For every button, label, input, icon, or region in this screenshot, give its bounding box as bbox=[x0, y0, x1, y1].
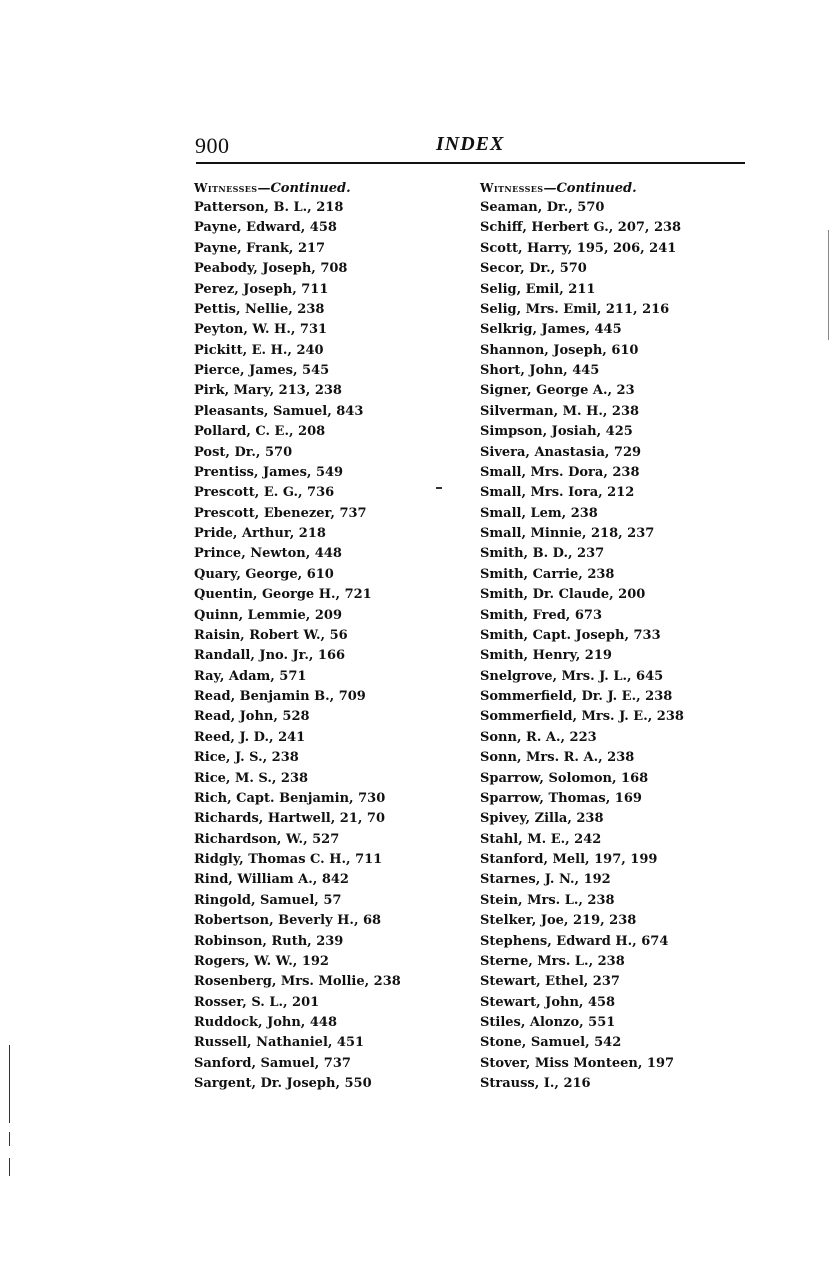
index-entry: Snelgrove, Mrs. J. L., 645 bbox=[480, 668, 664, 684]
index-entry: Russell, Nathaniel, 451 bbox=[194, 1035, 365, 1051]
index-entry: Randall, Jno. Jr., 166 bbox=[194, 648, 346, 664]
index-entry: Quinn, Lemmie, 209 bbox=[194, 607, 342, 623]
index-entry: Prince, Newton, 448 bbox=[194, 546, 342, 562]
index-entry: Pickitt, E. H., 240 bbox=[194, 342, 324, 358]
index-entry: Stewart, John, 458 bbox=[480, 994, 616, 1010]
index-entry: Smith, B. D., 237 bbox=[480, 546, 605, 562]
index-entry: Stewart, Ethel, 237 bbox=[480, 974, 620, 990]
index-entry: Scott, Harry, 195, 206, 241 bbox=[480, 240, 677, 256]
index-entry: Pollard, C. E., 208 bbox=[194, 424, 326, 440]
index-entry: Sanford, Samuel, 737 bbox=[194, 1055, 351, 1071]
index-entry: Sterne, Mrs. L., 238 bbox=[480, 953, 625, 969]
left-column-heading bbox=[194, 178, 494, 198]
scan-mark bbox=[9, 1132, 10, 1146]
index-entry: Quentin, George H., 721 bbox=[194, 587, 372, 603]
index-entry: Selig, Emil, 211 bbox=[480, 281, 596, 297]
index-entry: Pettis, Nellie, 238 bbox=[194, 301, 325, 317]
right-entry-list bbox=[480, 198, 780, 1095]
index-entry: Smith, Henry, 219 bbox=[480, 648, 612, 664]
index-entry: Perez, Joseph, 711 bbox=[194, 281, 329, 297]
index-entry: Stiles, Alonzo, 551 bbox=[480, 1015, 616, 1030]
left-column bbox=[194, 178, 494, 1095]
right-heading-continued: —Continued. bbox=[543, 181, 637, 196]
index-entry: Rice, M. S., 238 bbox=[194, 770, 309, 786]
index-entry: Stein, Mrs. L., 238 bbox=[480, 892, 615, 908]
right-column bbox=[480, 178, 780, 1095]
index-entry: Sommerfield, Dr. J. E., 238 bbox=[480, 689, 673, 704]
index-entry: Rice, J. S., 238 bbox=[194, 750, 299, 766]
index-entry: Sparrow, Thomas, 169 bbox=[480, 790, 642, 806]
scan-mark bbox=[436, 487, 442, 489]
index-entry: Reed, J. D., 241 bbox=[194, 729, 306, 745]
index-entry: Ray, Adam, 571 bbox=[194, 668, 307, 684]
index-entry: Read, John, 528 bbox=[194, 709, 310, 725]
index-entry: Simpson, Josiah, 425 bbox=[480, 424, 633, 440]
index-entry: Patterson, B. L., 218 bbox=[194, 200, 344, 215]
index-entry: Prescott, E. G., 736 bbox=[194, 485, 335, 501]
index-entry: Short, John, 445 bbox=[480, 363, 600, 378]
index-entry: Small, Mrs. Iora, 212 bbox=[480, 485, 635, 501]
index-entry: Prescott, Ebenezer, 737 bbox=[194, 505, 367, 521]
index-entry: Richardson, W., 527 bbox=[194, 831, 340, 847]
index-entry: Selkrig, James, 445 bbox=[480, 322, 622, 338]
scan-mark bbox=[9, 1045, 10, 1123]
index-entry: Secor, Dr., 570 bbox=[480, 261, 587, 277]
index-entry: Stanford, Mell, 197, 199 bbox=[480, 852, 658, 867]
index-entry: Rogers, W. W., 192 bbox=[194, 953, 329, 969]
index-entry: Stone, Samuel, 542 bbox=[480, 1035, 622, 1051]
index-entry: Quary, George, 610 bbox=[194, 566, 334, 582]
left-entry-list bbox=[194, 198, 494, 1095]
index-entry: Sonn, Mrs. R. A., 238 bbox=[480, 750, 635, 766]
index-entry: Seaman, Dr., 570 bbox=[480, 200, 605, 215]
index-entry: Small, Lem, 238 bbox=[480, 505, 598, 521]
index-entry: Sonn, R. A., 223 bbox=[480, 729, 597, 745]
index-entry: Peabody, Joseph, 708 bbox=[194, 261, 348, 277]
scan-mark bbox=[828, 230, 829, 340]
index-entry: Small, Mrs. Dora, 238 bbox=[480, 464, 640, 480]
index-entry: Starnes, J. N., 192 bbox=[480, 872, 611, 888]
index-entry: Strauss, I., 216 bbox=[480, 1076, 591, 1092]
index-entry: Schiff, Herbert G., 207, 238 bbox=[480, 220, 682, 236]
index-entry: Selig, Mrs. Emil, 211, 216 bbox=[480, 301, 670, 317]
index-entry: Post, Dr., 570 bbox=[194, 444, 293, 460]
index-entry: Rosenberg, Mrs. Mollie, 238 bbox=[194, 974, 401, 990]
index-entry: Raisin, Robert W., 56 bbox=[194, 627, 348, 643]
index-entry: Read, Benjamin B., 709 bbox=[194, 689, 366, 704]
index-entry: Spivey, Zilla, 238 bbox=[480, 811, 604, 827]
index-entry: Sparrow, Solomon, 168 bbox=[480, 770, 649, 786]
index-entry: Peyton, W. H., 731 bbox=[194, 322, 328, 338]
index-entry: Smith, Dr. Claude, 200 bbox=[480, 587, 646, 603]
index-entry: Robinson, Ruth, 239 bbox=[194, 933, 344, 949]
left-heading-caps: Witnesses bbox=[194, 181, 258, 195]
right-column-heading bbox=[480, 178, 780, 198]
index-entry: Richards, Hartwell, 21, 70 bbox=[194, 811, 386, 827]
index-entry: Ridgly, Thomas C. H., 711 bbox=[194, 852, 383, 867]
index-entry: Shannon, Joseph, 610 bbox=[480, 342, 639, 358]
page-number: 900 bbox=[195, 133, 230, 158]
index-entry: Rosser, S. L., 201 bbox=[194, 994, 320, 1010]
scan-mark bbox=[9, 1158, 10, 1176]
index-entry: Payne, Frank, 217 bbox=[194, 240, 326, 256]
index-entry: Robertson, Beverly H., 68 bbox=[194, 913, 382, 929]
index-entry: Pierce, James, 545 bbox=[194, 363, 330, 378]
index-entry: Ruddock, John, 448 bbox=[194, 1015, 337, 1030]
index-entry: Sargent, Dr. Joseph, 550 bbox=[194, 1076, 372, 1092]
index-entry: Stephens, Edward H., 674 bbox=[480, 933, 669, 949]
index-entry: Stahl, M. E., 242 bbox=[480, 831, 602, 847]
index-entry: Smith, Capt. Joseph, 733 bbox=[480, 627, 661, 643]
index-entry: Rich, Capt. Benjamin, 730 bbox=[194, 790, 386, 806]
index-entry: Pride, Arthur, 218 bbox=[194, 526, 326, 541]
index-entry: Sivera, Anastasia, 729 bbox=[480, 444, 642, 460]
right-heading-caps: Witnesses bbox=[480, 181, 544, 195]
index-entry: Pirk, Mary, 213, 238 bbox=[194, 383, 342, 399]
running-head: INDEX bbox=[436, 133, 505, 155]
index-entry: Sommerfield, Mrs. J. E., 238 bbox=[480, 709, 684, 725]
index-entry: Rind, William A., 842 bbox=[194, 872, 349, 888]
index-entry: Smith, Carrie, 238 bbox=[480, 566, 615, 582]
index-entry: Pleasants, Samuel, 843 bbox=[194, 403, 364, 419]
index-entry: Stover, Miss Monteen, 197 bbox=[480, 1055, 675, 1071]
index-entry: Stelker, Joe, 219, 238 bbox=[480, 913, 637, 929]
index-entry: Signer, George A., 23 bbox=[480, 383, 635, 399]
index-entry: Silverman, M. H., 238 bbox=[480, 403, 640, 419]
index-entry: Payne, Edward, 458 bbox=[194, 220, 337, 236]
index-entry: Smith, Fred, 673 bbox=[480, 607, 602, 623]
header-rule bbox=[196, 162, 745, 164]
index-entry: Ringold, Samuel, 57 bbox=[194, 892, 342, 908]
index-entry: Small, Minnie, 218, 237 bbox=[480, 526, 655, 541]
left-heading-continued: —Continued. bbox=[257, 181, 351, 196]
index-entry: Prentiss, James, 549 bbox=[194, 464, 344, 480]
